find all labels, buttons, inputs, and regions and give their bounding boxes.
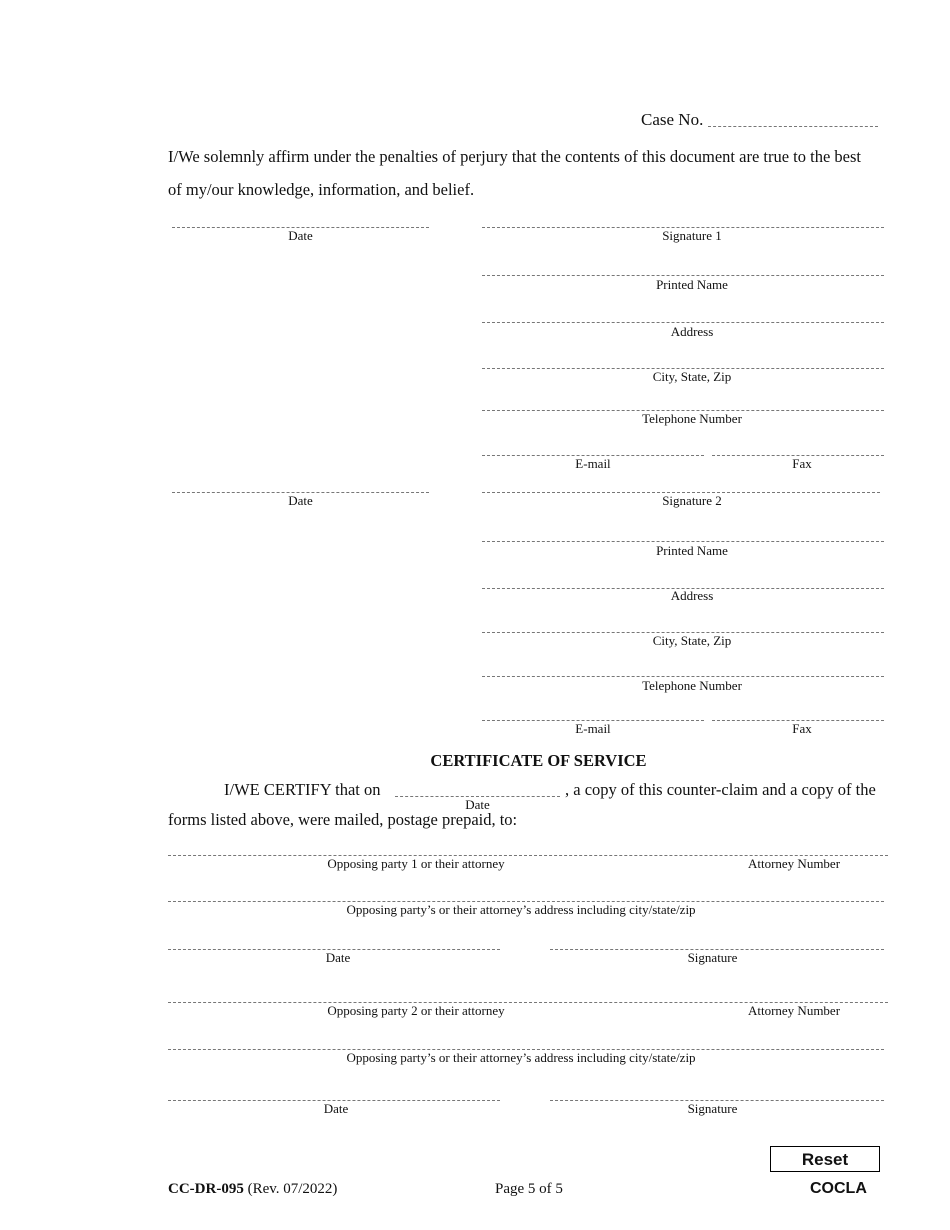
party1-attorney-number-label: Attorney Number (747, 856, 841, 871)
signer2-telephone-label: Telephone Number (642, 678, 742, 693)
signer2-city-state-zip-label: City, State, Zip (652, 633, 732, 648)
certify-line-2: forms listed above, were mailed, postage prepaid, to: (168, 810, 518, 829)
signer1-date-label: Date (288, 228, 313, 243)
signer2-address-label: Address (670, 588, 714, 603)
party2-signature-label: Signature (687, 1101, 738, 1116)
signer1-address-field[interactable] (482, 322, 884, 323)
reset-button[interactable]: Reset (770, 1146, 880, 1172)
signer2-printed-name-field[interactable] (482, 541, 884, 542)
party1-name-label: Opposing party 1 or their attorney (327, 856, 505, 871)
certify-suffix-text: , a copy of this counter-claim and a copy of the (565, 780, 876, 799)
cocla-label: COCLA (810, 1180, 867, 1197)
case-number-field[interactable] (708, 126, 878, 127)
case-number-label: Case No. (641, 110, 704, 129)
signer2-date-label: Date (288, 493, 313, 508)
signer2-email-label: E-mail (575, 721, 611, 736)
signer1-city-state-zip-label: City, State, Zip (652, 369, 732, 384)
signer2-telephone-field[interactable] (482, 676, 884, 677)
signer2-fax-label: Fax (792, 721, 812, 736)
signer1-telephone-label: Telephone Number (642, 411, 742, 426)
party1-date-label: Date (325, 950, 351, 965)
party1-signature-label: Signature (687, 950, 738, 965)
party2-date-label: Date (323, 1101, 349, 1116)
signer1-printed-name-label: Printed Name (656, 277, 728, 292)
signer1-email-label: E-mail (575, 456, 611, 471)
certificate-title: CERTIFICATE OF SERVICE (430, 751, 647, 770)
signer2-signature-label: Signature 2 (662, 493, 722, 508)
party1-address-label: Opposing party’s or their attorney’s address including city/state/zip (346, 902, 696, 917)
certify-prefix-text: I/WE CERTIFY that on (224, 780, 381, 799)
signer1-printed-name-field[interactable] (482, 275, 884, 276)
party2-address-label: Opposing party’s or their attorney’s address including city/state/zip (346, 1050, 696, 1065)
signer2-printed-name-label: Printed Name (656, 543, 728, 558)
party2-attorney-number-label: Attorney Number (747, 1003, 841, 1018)
affirmation-line-2: of my/our knowledge, information, and belief. (168, 180, 475, 199)
signer1-signature-label: Signature 1 (662, 228, 722, 243)
party2-name-label: Opposing party 2 or their attorney (327, 1003, 505, 1018)
signer1-address-label: Address (670, 324, 714, 339)
form-code: CC-DR-095 (168, 1181, 244, 1197)
form-revision: (Rev. 07/2022) (247, 1181, 338, 1197)
form-number (168, 1181, 337, 1198)
page-indicator: Page 5 of 5 (495, 1181, 563, 1197)
affirmation-line-1: I/We solemnly affirm under the penalties of perjury that the contents of this document are true to the best (168, 147, 861, 166)
signer1-fax-label: Fax (792, 456, 812, 471)
certificate-date-label: Date (465, 797, 490, 812)
